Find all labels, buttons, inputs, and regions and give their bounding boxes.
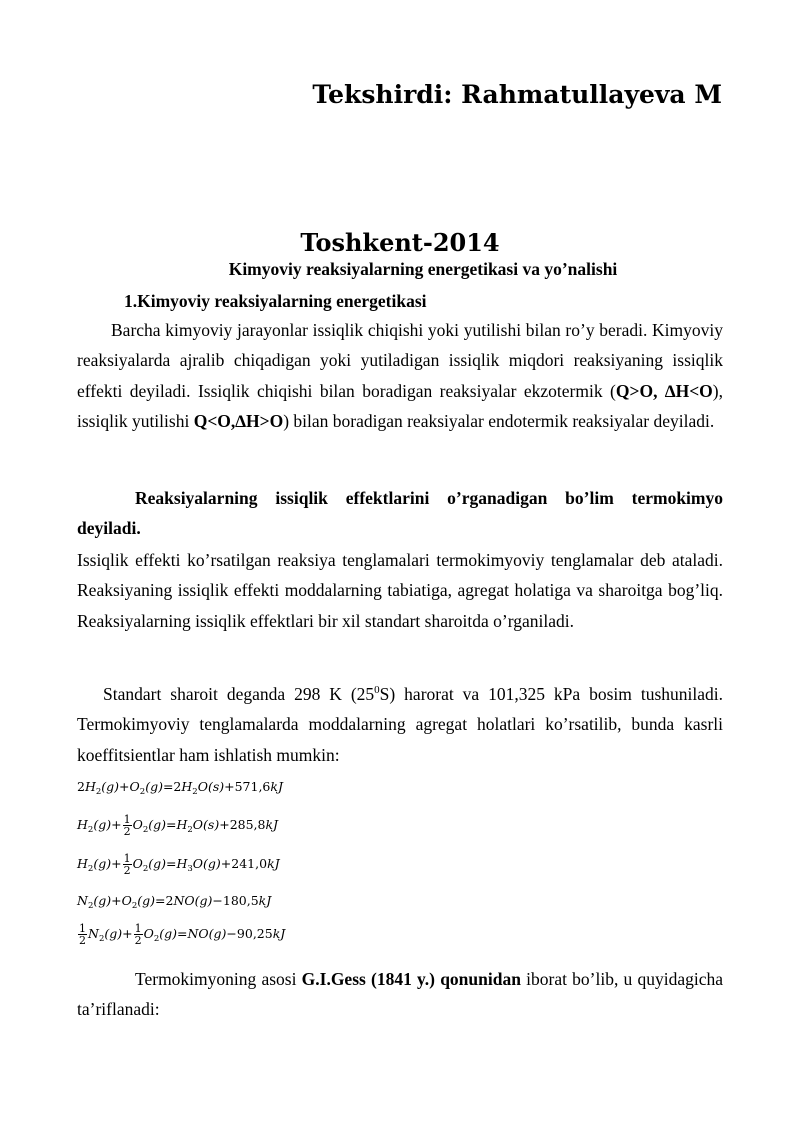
paragraph-thermochemical-equations: Issiqlik effekti ko’rsatilgan reaksiya tenglamalari termokimyoviy tenglamalar deb ataladi. Reaksiyaning issiqlik effekti moddalarning tabiatiga, agregat holatiga va sharoitga bog’liq. Reaksiyalarning issiqlik effektlari bir xil standart sharoitda o’rganiladi.	[77, 550, 723, 631]
paragraph-text: S) harorat va 101,325 kPa bosim tushuniladi. Termokimyoviy tenglamalarda moddalarning agregat holatlari ko’rsatilib, bunda kasrli koeffitsientlar ham ishlatish mumkin:	[77, 683, 723, 765]
fraction-one-half: $\frac{1}{2}$	[79, 922, 86, 947]
checked-by-heading: Tekshirdi: Rahmatullayeva M	[312, 80, 722, 109]
endothermic-condition: Q<O,∆H>O	[193, 411, 284, 432]
equation-3: $H_2(g)+$ $\frac{1}{2}$ $O_2(g)=H_3O(g)+241,0kJ$	[77, 852, 280, 877]
paragraph-thermochemistry-definition: Reaksiyalarning issiqlik effektlarini o’rganadigan bo’lim termokimyo deyiladi.	[77, 488, 723, 539]
section-title: 1.Kimyoviy reaksiyalarning energetikasi	[124, 291, 427, 311]
paragraph-hess-law	[77, 964, 723, 1025]
degree-superscript: 0	[374, 684, 380, 696]
paragraph-text: ) bilan boradigan reaksiyalar endotermik reaksiyalar deyiladi.	[283, 411, 715, 432]
paragraph-heat-effect	[77, 315, 723, 437]
equation-1: $2H_2(g)+O_2(g)=2H_2O(s)+571,6kJ$	[77, 779, 283, 797]
equation-2: $H_2(g)+$ $\frac{1}{2}$ $O_2(g)=H_2O(s)+285,8kJ$	[77, 813, 279, 838]
equation-4: $N_2(g)+O_2(g)=2NO(g)-180,5kJ$	[77, 893, 272, 911]
topic-title: Kimyoviy reaksiyalarning energetikasi va yo’nalishi	[228, 259, 618, 279]
paragraph-text: iborat bo’lib, u quyidagicha ta’riflanadi:	[77, 969, 723, 1020]
fraction-one-half: $\frac{1}{2}$	[134, 922, 142, 947]
paragraph-standard-conditions	[77, 675, 723, 770]
exothermic-condition: Q>O, ∆H<O	[615, 380, 713, 401]
paragraph-text: Standart sharoit deganda 298 K (25	[103, 683, 375, 704]
hess-law-name: G.I.Gess (1841 y.) qonunidan	[301, 969, 521, 989]
paragraph-text: Barcha kimyoviy jarayonlar issiqlik chiqishi yoki yutilishi bilan ro’y beradi. Kimyoviy reaksiyalarda ajralib chiqadigan yoki yutiladigan issiqlik miqdori reaksiyaning issiqlik effekti deyiladi. Issiqlik chiqishi bilan boradigan reaksiyalar ekzotermik (	[77, 320, 723, 401]
city-year-heading: Toshkent-2014	[300, 228, 500, 257]
fraction-one-half: $\frac{1}{2}$	[123, 852, 131, 877]
fraction-one-half: $\frac{1}{2}$	[123, 813, 131, 838]
paragraph-text: Termokimyoning asosi	[135, 969, 302, 989]
paragraph-text: ), issiqlik yutilishi	[77, 380, 723, 432]
equation-5: $\frac{1}{2}$ $N_2(g)+$ $\frac{1}{2}$ $O_2(g)=NO(g)-90,25kJ$	[79, 922, 286, 947]
